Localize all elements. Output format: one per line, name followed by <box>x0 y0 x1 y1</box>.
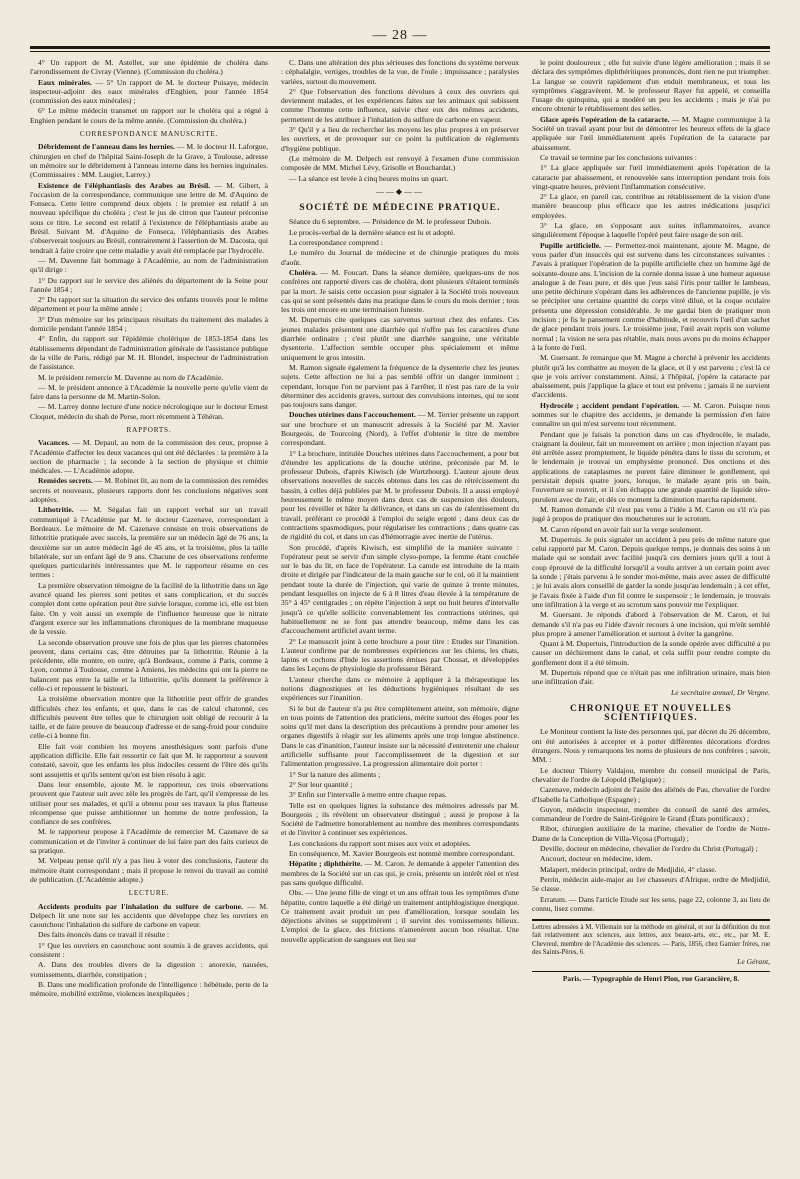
paragraph: M. Guersant. Je remarque que M. Magne a cherché à prévenir les accidents plutôt qu'à les combattre au moyen de la glace, et il y est parvenu ; c'est là ce que je vois arriver constamment. Ainsi, à l'hôpital, j'opère la cataracte par abaissement, puis j'applique la glace et tout est prévenu ; jamais il ne survient d'accidents. <box>532 353 770 400</box>
paragraph: Cazenave, médecin adjoint de l'asile des aliénés de Pau, chevalier de l'ordre d'Isabelle la Catholique (Espagne) ; <box>532 785 770 804</box>
paragraph: Les conclusions du rapport sont mises aux voix et adoptées. <box>289 838 471 848</box>
paragraph-heading: Remèdes secrets. <box>38 476 93 486</box>
paragraph-heading: Choléra. <box>289 267 318 277</box>
paragraph: Quant à M. Dupertuis, l'introduction de la sonde opérée avec difficulté a pu causer un déchirement dans le canal, et cela suffit pour rendre compte du gonflement dont il a été témoin. <box>532 639 770 667</box>
paragraph: Existence de l'éléphantiasis des Arabes au Brésil. — M. Gibert, à l'occasion de la correspondance, communique une lettre de M. d'Aquino de Fonseca. Cette lettre comprend deux objets : le premier est relatif à un nouveau spécifique du choléra ; c'est le jus de citron que l'auteur préconise sous ce titre. Le second est relatif à l'existence de l'éléphantiasis arabe au Brésil. Suivant M. d'Aquino de Fonseca, l'éléphantiasis des Arabes s'observerait toujours au Brésil, contrairement à l'assertion de M. Dacosta, qui tendrait à faire croire que cette maladie y avait été remplacée par l'hydrocèle. <box>30 180 268 255</box>
paragraph: Guyon, médecin inspecteur, membre du conseil de santé des armées, commandeur de l'ordre de Saint-Grégoire le Grand (États pontificaux) ; <box>532 804 770 824</box>
paragraph: A. Dans des troubles divers de la digestion : anorexie, nausées, vomissements, diarrhée, constipation ; <box>30 960 268 979</box>
paragraph: 6° Le même médecin transmet un rapport sur le choléra qui a régné à Enghien pendant le cours de la même année. (Commission du choléra.) <box>30 106 268 125</box>
paragraph: M. Dupertuis répond que ce n'était pas une infiltration urinaire, mais bien une infiltration d'air. <box>532 668 770 687</box>
columns <box>30 58 770 1000</box>
section-heading: LECTURE. <box>128 889 170 898</box>
ornament-divider: ——◆—— <box>375 186 425 196</box>
paragraph: La correspondance comprend : <box>289 238 383 248</box>
paragraph: 3° Enfin sur l'intervalle à mettre entre chaque repas. <box>289 790 447 800</box>
paragraph: C. Dans une altération des plus sérieuses des fonctions du système nerveux : céphalalgie, vertiges, troubles de la vue, de l'ouïe ; impuissance ; paralysies variées, surtout du mouvement. <box>281 58 519 86</box>
paragraph: Lithotritie. — M. Ségalas fait un rapport verbal sur un travail communiqué à l'Académie par M. le docteur Cazenave, correspondant à Bordeaux. Le mémoire de M. Cazenave consiste en trois observations de lithotritie pratiquée avec succès, la première sur un médecin âgé de 76 ans, la deuxième sur un autre médecin âgé de 45 ans, et la troisième, plus la taille bilatérale, sur un enfant âgé de 9 ans. Chacune de ces observations renferme quelques particularités intéressantes que M. le rapporteur résume en ces termes : <box>30 505 268 580</box>
section-heading: CORRESPONDANCE MANUSCRITE. <box>79 130 219 139</box>
paragraph: Aucourt, docteur en médecine, idem. <box>540 854 653 864</box>
paragraph-heading: Douches utérines dans l'accouchement. <box>289 410 416 420</box>
paragraph: Erratum. — Dans l'article Etude sur les sens, page 22, colonne 3, au lieu de connu, lisez comme. <box>532 894 770 913</box>
paragraph: Deville, docteur en médecine, chevalier de l'ordre du Christ (Portugal) ; <box>540 844 758 854</box>
paragraph: M. Ramon signale également la fréquence de la dysenterie chez les jeunes sujets. Cette affection ne lui a pas semblé offrir un danger imminent ; cependant, lorsque l'on ne parvient pas à l'arrêter, il n'est pas rare de la voir déterminer des accidents graves, surtout des convulsions internes, qui ne sont pas toujours sans danger. <box>281 362 519 410</box>
paragraph: (Le mémoire de M. Delpech est renvoyé à l'examen d'une commission composée de MM. Michel Lévy, Grisolle et Bouchardat.) <box>281 153 519 173</box>
paragraph-heading: Eaux minérales. <box>38 77 92 87</box>
paragraph: 1° La brochure, intitulée Douches utérines dans l'accouchement, a pour but d'étendre les applications de la douche utérine, préconisée par M. le professeur Dubois, d'après Kiwisch (de Wurtzbourg). L'auteur ajoute deux observations nouvelles de succès obtenus dans les cas de rétrécissement du bassin, à celles déjà publiées par M. le professeur Dubois. Il a aussi employé heureusement le même moyen dans deux cas de suspension des douleurs, pour les réveiller et hâter la délivrance, et dans un cas de ralentissement du travail, préférant ce procédé à l'emploi du seigle ergoté ; dans deux cas de contractions spasmodiques, pour régulariser les contractions ; dans quatre cas de rigidité du col, et dans un cas d'hémorragie avec inertie de l'utérus. <box>281 448 519 542</box>
paragraph: Douches utérines dans l'accouchement. — M. Terrier présente un rapport sur une brochure et un manuscrit adressés à la Société par M. Xavier Bourgeois, de Tourcoing (Nord), à l'effet d'obtenir le titre de membre correspondant. <box>281 410 519 448</box>
paragraph: Si le but de l'auteur n'a pu être complètement atteint, son mémoire, digne en tous points de l'attention des praticiens, mérite surtout des éloges pour les soins qu'il met dans la description des précautions à prendre pour amener les organes digestifs à réagir sur les aliments après une trop longue abstinence. Dans le cas d'inanition, l'auteur insiste sur la nécessité d'entretenir une chaleur artificielle suffisante pour l'accomplissement de la digestion et sur l'alimentation progressive. La progression alimentaire doit porter : <box>281 703 519 769</box>
paragraph: 1° Du rapport sur le service des aliénés du département de la Seine pour l'année 1854 ; <box>30 275 268 294</box>
paragraph: Ribot, chirurgien auxiliaire de la marine, chevalier de l'ordre de Notre-Dame de la Conception de Villa-Viçosa (Portugal) ; <box>532 824 770 843</box>
paragraph: Des faits énoncés dans ce travail il résulte : <box>38 930 170 940</box>
paragraph: — M. le président annonce à l'Académie la nouvelle perte qu'elle vient de faire dans la personne de M. Martin-Solon. <box>30 382 268 402</box>
paragraph: Le procès-verbal de la dernière séance est lu et adopté. <box>289 227 456 237</box>
page-header <box>30 26 770 42</box>
paragraph-heading: Vacances. <box>38 438 70 448</box>
paragraph: 2° Du rapport sur la situation du service des enfants trouvés pour le même département et pour la même année ; <box>30 295 268 314</box>
section-heading: RAPPORTS. <box>126 425 172 434</box>
paragraph: Dans leur ensemble, ajoute M. le rapporteur, ces trois observations prouvent que l'auteur suit avec zèle les progrès de l'art, qu'il s'empresse de les utiliser pour ses malades, et qu'il a obtenu pour ses travaux la plus flatteuse récompense que puisse ambitionner un homme de notre profession, la confiance de ses confrères. <box>30 779 268 827</box>
paragraph: M. Guersant. Je réponds d'abord à l'observation de M. Caron, et lui demande s'il n'a pas eu l'idée d'avoir recours à une incision, qui m'eût semblé plus propre à amener l'amélioration et surtout à éviter la gangrène. <box>532 610 770 638</box>
printer-imprint: Paris. — Typographie de Henri Plon, rue Garancière, 8. <box>532 971 770 983</box>
paragraph: Séance du 6 septembre. — Présidence de M. le professeur Dubois. <box>289 217 492 227</box>
paragraph: M. Dupertuis cite quelques cas survenus surtout chez des enfants. Ces jeunes malades présentent une diarrhée qui n'offre pas les caractères d'une diarrhée ordinaire ; c'est plutôt une diarrhée sanguine, une véritable dysenterie. L'affection semble occuper plus spécialement et même uniquement le gros intestin. <box>281 315 519 362</box>
paragraph: 4° Enfin, du rapport sur l'épidémie cholérique de 1853-1854 dans les établissements dépendant de l'administration générale de l'assistance publique de la ville de Paris, rédigé par M. H. Blondel, inspecteur de l'administration de l'assistance. <box>30 334 268 372</box>
paragraph: Perrin, médecin aide-major au 1er chasseurs d'Afrique, ordre de Medjidié, 5e classe. <box>532 874 770 894</box>
paragraph: 2° Que l'observation des fonctions dévolues à ceux des ouvriers qui deviennent malades, et les expériences faites sur les animaux qui subissent comme l'homme cette influence, suivie chez eux des mêmes accidents, permettent de les attribuer à l'inhalation du sulfure de carbone en vapeur. <box>281 86 519 124</box>
paragraph: Malapert, médecin principal, ordre de Medjidié, 4° classe. <box>540 864 717 874</box>
paragraph: Remèdes secrets. — M. Robinet lit, au nom de la commission des remèdes secrets et nouveaux, plusieurs rapports dont les conclusions négatives sont adoptées. <box>30 476 269 505</box>
paragraph: M. Dupertuis. Je puis signaler un accident à peu près de même nature que celui rapporté par M. Caron. Depuis quelque temps, je donnais des soins à un malade qui se sondait avec facilité jusqu'à ces derniers jours qu'il a tout à coup éprouvé de la difficulté lorsqu'il a voulu arriver à un certain point avec la sonde ; j'étais parvenu à le sonder moi-même, mais avec assez de difficulté ; je lui avais alors conseillé de garder la sonde jusqu'au lendemain ; à cet effet, je l'avais fixée à l'aide d'un fil contre le suspensoir ; le lendemain, je trouvais une infiltration à la verge et au scrotum sans pouvoir me l'expliquer. <box>532 534 770 609</box>
paragraph: Le Moniteur contient la liste des personnes qui, par décret du 26 décembre, ont été autorisées à accepter et à porter différentes décorations d'ordres étrangers. Nous y remarquons les noms de plusieurs de nos confrères ; savoir, MM. : <box>532 727 770 765</box>
paragraph: Vacances. — M. Depaul, au nom de la commission des ceux, propose à l'Académie d'affecter les deux vacances qui ont été déclarées : la première à la section de pharmacie ; la seconde à la section de physique et chimie médicales. — L'Académie adopte. <box>30 438 268 476</box>
paragraph-heading: Débridement de l'anneau dans les hernies. <box>38 142 175 152</box>
paragraph: 2° La glace, en pareil cas, contribue au rétablissement de la vision d'une manière beaucoup plus efficace que les autres médications jusqu'ici employées. <box>532 192 770 220</box>
paragraph: La seconde observation prouve une fois de plus que les pierres chatonnées peuvent, dans certains cas, être détruites par la lithotritie. Réunie à la précédente, elle montre, en outre, qu'à Bordeaux, comme à Paris, comme à Lyon, comme à Toulouse, comme à Amiens, les médecins qui ont la pierre ne balancent pas entre la taille et la lithotritie, qu'ils donnent la préférence à celle-ci et repoussent le bistouri. <box>30 637 268 693</box>
paragraph: Débridement de l'anneau dans les hernies. — M. le docteur H. Laforgue, chirurgien en chef de l'hôpital Saint-Joseph de la Grave, à Toulouse, adresse un mémoire sur le débridement à l'anneau interne dans les hernies inguinales. (Commissaires : MM. Laugier, Larrey.) <box>30 142 269 180</box>
paragraph: La première observation témoigne de la facilité de la lithotritie dans un âge avancé quand les pierres sont petites et sans complication, et du succès complet dont cette opération peut être suivie lorsque, comme ici, elle est bien faite. On y voit aussi un exemple de l'influence heureuse que le nitrate d'argent exerce sur les inflammations chroniques de la membrane muqueuse de la vessie. <box>30 580 268 637</box>
paragraph: le point douloureux ; elle fut suivie d'une légère amélioration ; mais il se déclara des symptômes diphthéritiques prononcés, dont rien ne put triompher. La langue se couvrit rapidement d'un enduit membraneux, et tous les symptômes s'aggravèrent. M. le professeur Rayer fut appelé, et conseilla l'usage du quinquina, qui a modéré un peu les accidents ; mais je n'ai pu encore obtenir le rétablissement des selles. <box>532 58 770 114</box>
paragraph: Le numéro du Journal de médecine et de chirurgie pratiques du mois d'août. <box>281 248 519 267</box>
paragraph: Eaux minérales. — 5° Un rapport de M. le docteur Puisaye, médecin inspecteur-adjoint des eaux minérales d'Enghien, pour l'année 1854 (commission des eaux minérales) ; <box>30 77 269 106</box>
paragraph: En conséquence, M. Xavier Bourgeois est nommé membre correspondant. <box>289 849 515 859</box>
paragraph: 2° Sur leur quantité ; <box>289 779 353 789</box>
paragraph: M. Caron répond en avoir fait sur la verge seulement. <box>540 524 703 534</box>
paragraph-heading: Glace après l'opération de la cataracte. <box>540 114 670 124</box>
paragraph-heading: Existence de l'éléphantiasis des Arabes au Brésil. <box>38 180 211 190</box>
paragraph: Hydrocèle ; accident pendant l'opération. — M. Caron. Puisque nous sommes sur le chapitre des accidents, je demande la permission d'en faire connaître un qui m'est survenu tout récemment. <box>532 400 771 429</box>
paragraph: — M. Larrey donne lecture d'une notice nécrologique sur le docteur Ernest Cloquet, médecin du shah de Perse, mort récemment à Téhéran. <box>30 402 268 421</box>
paragraph: Accidents produits par l'inhalation du sulfure de carbone. — M. Delpech lit une note sur les accidents que développe chez les ouvriers en caoutchouc l'inhalation du sulfure de carbone en vapeur. <box>30 901 268 930</box>
paragraph: 1° La glace appliquée sur l'œil immédiatement après l'opération de la cataracte par abaissement, et renouvelée sans interruption pendant trois fois vingt-quatre heures, prévient l'inflammation consécutive. <box>532 163 770 191</box>
signature: Le secrétaire annuel, Dr Vergne. <box>671 687 770 697</box>
column-2 <box>281 58 519 1000</box>
paragraph: Pupille artificielle. — Permettez-moi maintenant, ajoute M. Magne, de vous parler d'un insuccès qui est survenu dans les circonstances suivantes : J'avais à pratiquer l'opération de la pupille artificielle chez un homme âgé de soixante-douze ans. L'incision de la cornée donna issue à une humeur aqueuse analogue à de l'eau pure, et dès que j'eus saisi l'iris pour tailler le lambeau, une petite déchirure s'opérant dans les adhérences de l'ancienne pupille, je vis se précipiter une certaine quantité du corps vitré dilué, et la coque oculaire présenta une dépression considérable. Je me gardai bien de pratiquer mon incision ; je fis le pansement comme d'habitude, et recouvris l'œil d'un sachet de glace pendant trois jours. Le troisième jour, l'œil avait repris son volume normal ; la vision ne sera pas rétablie, mais nous avons pu du moins échapper à la fonte de l'œil. <box>532 240 770 352</box>
paragraph: M. Ramon demande s'il n'est pas venu à l'idée à M. Caron ou s'il n'a pas jugé à propos de pratiquer des mouchetures sur le scrotum. <box>532 504 770 524</box>
paragraph: M. Velpeau pense qu'il n'y a pas lieu à voter des conclusions, l'auteur du mémoire étant correspondant ; mais il propose le renvoi du travail au comité de publication. (L'Académie adopte.) <box>30 856 268 884</box>
section-title: SOCIÉTÉ DE MÉDECINE PRATIQUE. <box>299 203 501 214</box>
paragraph: B. Dans une modification profonde de l'intelligence : hébétude, perte de la mémoire, mobilité extrême, violences inexpliquées ; <box>30 979 268 999</box>
header-rule <box>30 46 770 49</box>
paragraph: 4° Un rapport de M. Astellet, sur une épidémie de choléra dans l'arrondissement de Civray (Vienne). (Commission du choléra.) <box>30 58 268 77</box>
paragraph: M. le président remercie M. Davenne au nom de l'Académie. <box>38 372 224 382</box>
paragraph: Obs. — Une jeune fille de vingt et un ans offrait tous les symptômes d'une hépatite, contre laquelle a été dirigé un traitement antiphlogistique énergique. Ce traitement avait produit un peu d'amélioration, lorsque soudain les déjections alvines se supprimèrent ; il survint des vomissements bilieux. L'emploi de la glace, des frictions n'amenèrent aucun bon résultat. Une nouvelle application de sangsues eut lieu sur <box>281 888 519 944</box>
paragraph: Hépatite ; diphthérite. — M. Caron. Je demande à appeler l'attention des membres de la Société sur un cas qui, je crois, présente un intérêt réel et n'est pas sans quelque difficulté. <box>281 859 519 887</box>
column-1 <box>30 58 268 1000</box>
paragraph: La troisième observation montre que la lithotritie peut offrir de grandes difficultés chez les enfants, et que, dans le cas de calcul chatonné, ces difficultés peuvent être telles que le chirurgien soit obligé de recourir à la taille, et de faire preuve de beaucoup d'adresse et de sang-froid pour conduire celle-ci à bonne fin. <box>30 694 268 741</box>
paragraph-heading: Hépatite ; diphthérite. <box>289 859 363 869</box>
paragraph: 1° Sur la nature des aliments ; <box>289 769 381 779</box>
paragraph: Le docteur Thierry Valdajou, membre du conseil municipal de Paris, chevalier de l'ordre de Léopold (Belgique) ; <box>532 765 770 784</box>
paragraph: 2° Le manuscrit joint à cette brochure a pour titre : Etudes sur l'inanition. L'auteur confirme par de nombreuses expériences sur les chiens, les chats, lapins et cochons d'Inde les assertions émises par Chossat, et développées dans les Leçons de physiologie du professeur Bérard. <box>281 636 519 674</box>
paragraph: 1° Que les ouvriers en caoutchouc sont soumis à de graves accidents, qui consistent : <box>30 940 268 960</box>
paragraph-heading: Lithotritie. <box>38 505 74 515</box>
header-rule-thin <box>30 51 770 52</box>
paragraph: 3° Qu'il y a lieu de rechercher les moyens les plus propres à en préserver les ouvriers, et de provoquer sur ce point la publication de règlements d'hygiène publique. <box>281 125 519 153</box>
paragraph: 3° La glace, en s'opposant aux suites inflammatoires, avance singulièrement l'époque à laquelle l'opéré peut faire usage de son œil. <box>532 221 770 240</box>
paragraph: — La séance est levée à cinq heures moins un quart. <box>289 173 449 183</box>
paragraph-heading: Hydrocèle ; accident pendant l'opération. <box>540 400 680 410</box>
paragraph: M. le rapporteur propose à l'Académie de remercier M. Cazenave de sa communication et de l'inviter à continuer de lui faire part des faits curieux de sa pratique. <box>30 827 268 856</box>
book-notice: Lettres adressées à M. Villemain sur la méthode en général, et sur la définition du mot fait relativement aux sciences, aux lettres, aux beaux-arts, etc., etc., par M. E. Chevreul, membre de l'Académie des sciences. — Paris, 1856, chez Garnier frères, rue des Saints-Pères, 6. <box>532 919 770 957</box>
paragraph: Pendant que je faisais la ponction dans un cas d'hydrocèle, le malade, craignant la douleur, fait un mouvement en arrière ; mon injection n'ayant pas été arrêtée assez promptement, le liquide pénétra dans le tissu du scrotum, et le lendemain je trouvai un emphysème prononcé. Des onctions et des applications de cataplasmes ne purent faire diminuer le gonflement, qui persistait depuis quatre jours, lorsque, le malade ayant pris un bain, l'ouverture se rouvrit, et il s'en échappa une grande quantité de liquide séro-purulent avec de l'air, et dès ce moment la diminution marcha rapidement. <box>532 429 770 504</box>
column-3 <box>532 58 770 1000</box>
paragraph: Choléra. — M. Foucart. Dans la séance dernière, quelques-uns de nos confrères ont rapporté divers cas de choléra, dont plusieurs s'étaient terminés par la mort. Je saisis cette occasion pour signaler à la Société trois nouveaux cas qui se sont présentés dans ma pratique dans le cours du mois dernier ; tous les trois ont encore eu une terminaison funeste. <box>281 267 519 315</box>
paragraph: 3° D'un mémoire sur les principaux résultats du traitement des malades à domicile pendant l'année 1854 ; <box>30 314 268 334</box>
paragraph: — M. Davenne fait hommage à l'Académie, au nom de l'administration qu'il dirige : <box>30 255 268 275</box>
paragraph-heading: Pupille artificielle. <box>540 240 601 250</box>
paragraph: L'auteur cherche dans ce mémoire à appliquer à la thérapeutique les notions diagnostiques et les déductions hygiéniques résultant de ses expériences sur l'inanition. <box>281 674 519 703</box>
gerant-label: Le Gérant, <box>737 957 770 967</box>
page-number: — 28 — <box>372 28 428 43</box>
paragraph: Glace après l'opération de la cataracte. — M. Magne communique à la Société un travail ayant pour but de démontrer les heureux effets de la glace appliquée sur l'œil immédiatement après l'opération de la cataracte par abaissement. <box>532 114 770 152</box>
paragraph: Elle fait voir combien les moyens anesthésiques sont parfois d'une application difficile. Elle fait ressortir ce fait que M. le rapporteur a souvent constaté, savoir, que les enfants les plus indociles cessent de l'être dès qu'ils sont assujettis et qu'ils sentent qu'on est bien résolu à agir. <box>30 741 268 779</box>
paragraph-heading: Accidents produits par l'inhalation du sulfure de carbone. <box>38 901 243 911</box>
paragraph: Ce travail se termine par les conclusions suivantes : <box>540 152 697 162</box>
paragraph: Son procédé, d'après Kiwisch, est simplifié de la manière suivante : l'opérateur peut se servir d'un simple clyso-pompe, la femme étant couchée sur le bas du lit, en face de l'opérateur. La canule est introduite de la main droite et dirigée par l'indicateur de la main gauche sur le col, où il la maintient pendant toute la durée de l'injection, qui varie de quinze à trente minutes, pendant lesquelles on injecte de 6 à 8 litres d'eau élevée à la température de 35° à 45° centigrades ; on répète l'injection à sept ou huit heures d'intervalle jusqu'à ce qu'elle sollicite convenablement les contractions utérines, qui habituellement ne se font pas attendre beaucoup, même dans les cas d'accouchement artificiel avant terme. <box>281 542 519 636</box>
paragraph: Telle est en quelques lignes la substance des mémoires adressés par M. Bourgeois ; ils révèlent un observateur distingué ; aussi je propose à la Société de l'admettre honorablement au nombre des membres correspondants et de l'inviter à continuer ses expériences. <box>281 800 519 838</box>
section-title: CHRONIQUE ET NOUVELLES SCIENTIFIQUES. <box>570 703 732 724</box>
